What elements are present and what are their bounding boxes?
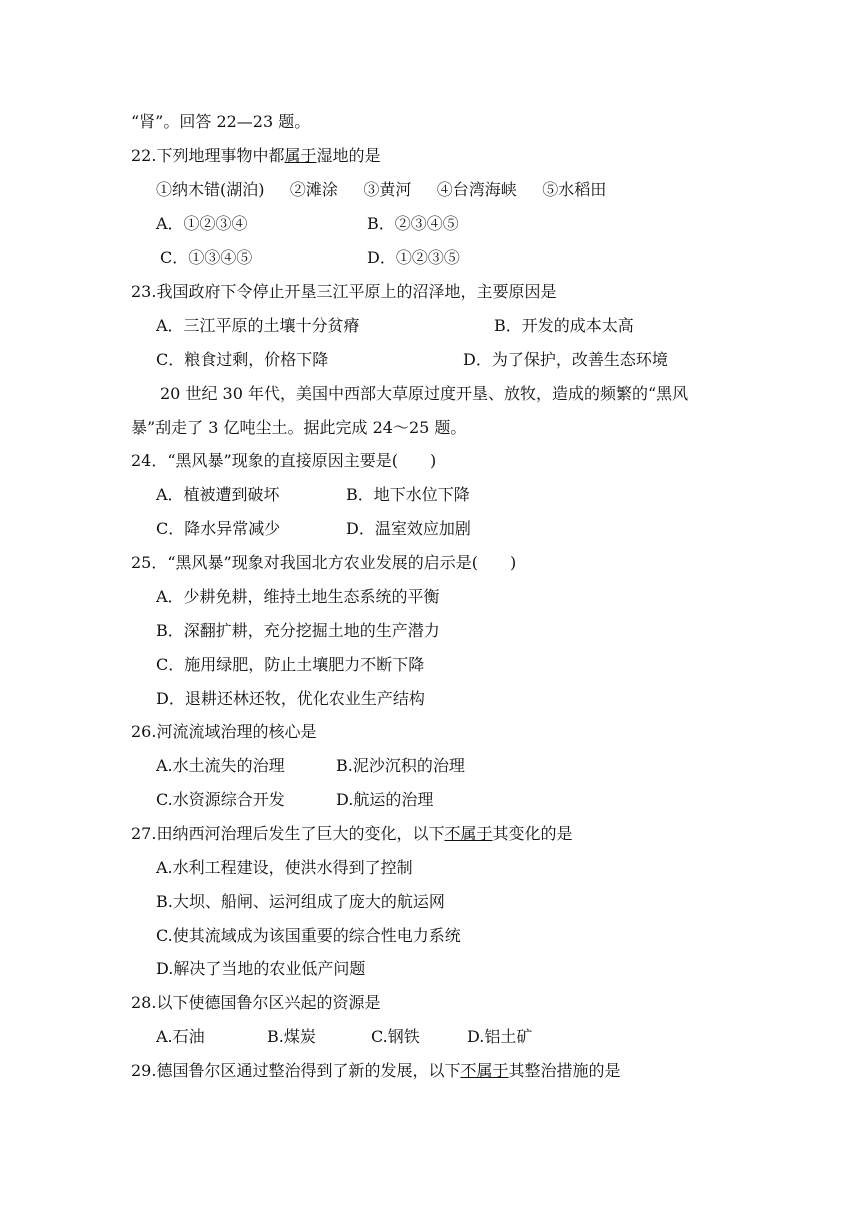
question-27-option-c: C.使其流域成为该国重要的综合性电力系统 [156, 926, 461, 945]
passage-line-1: 20 世纪 30 年代，美国中西部大草原过度开垦、放牧，造成的频繁的“黑风 [160, 384, 689, 403]
question-28-option-b: B.煤炭 [267, 1027, 316, 1046]
passage-line-2: 暴”刮走了 3 亿吨尘土。据此完成 24～25 题。 [131, 418, 467, 437]
question-28-option-a: A.石油 [156, 1027, 205, 1046]
question-27-option-b: B.大坝、船闸、运河组成了庞大的航运网 [156, 892, 445, 911]
question-24-option-a: A．植被遭到破坏 [156, 485, 280, 504]
question-26-option-d: D.航运的治理 [336, 790, 434, 809]
question-26-option-b: B.泥沙沉积的治理 [336, 756, 465, 775]
question-24-option-d: D．温室效应加剧 [346, 519, 471, 538]
question-23-stem: 23.我国政府下令停止开垦三江平原上的沼泽地，主要原因是 [131, 282, 557, 301]
question-22-stem: 22.下列地理事物中都属于湿地的是 [131, 146, 381, 165]
question-22-items: ①纳木错(湖泊) ②滩涂 ③黄河 ④台湾海峡 ⑤水稻田 [156, 180, 607, 199]
question-22-option-b: B．②③④⑤ [367, 214, 459, 233]
question-26-option-c: C.水资源综合开发 [156, 790, 285, 809]
question-25-option-b: B．深翻扩耕，充分挖掘土地的生产潜力 [156, 621, 440, 640]
question-22-option-c: C．①③④⑤ [160, 248, 253, 267]
underlined-keyword: 不属于 [444, 824, 493, 843]
question-24-option-c: C．降水异常减少 [156, 519, 281, 538]
question-29-stem: 29.德国鲁尔区通过整治得到了新的发展，以下不属于其整治措施的是 [131, 1061, 621, 1080]
question-24-stem: 24．“黑风暴”现象的直接原因主要是( ) [131, 451, 437, 470]
question-28-stem: 28.以下使德国鲁尔区兴起的资源是 [131, 993, 381, 1012]
question-25-option-a: A．少耕免耕，维持土地生态系统的平衡 [156, 587, 440, 606]
question-28-option-d: D.铝土矿 [467, 1027, 533, 1046]
question-27-stem: 27.田纳西河治理后发生了巨大的变化，以下不属于其变化的是 [131, 824, 573, 843]
underlined-keyword: 不属于 [460, 1061, 509, 1080]
question-23-option-c: C．粮食过剩，价格下降 [156, 350, 329, 369]
question-23-option-d: D．为了保护，改善生态环境 [463, 350, 668, 369]
question-24-option-b: B．地下水位下降 [346, 485, 470, 504]
question-27-option-d: D.解决了当地的农业低产问题 [156, 959, 366, 978]
intro-tail: “肾”。回答 22—23 题。 [131, 112, 311, 131]
question-22-option-a: A．①②③④ [156, 214, 248, 233]
question-25-stem: 25．“黑风暴”现象对我国北方农业发展的启示是( ) [131, 553, 517, 572]
question-26-option-a: A.水土流失的治理 [156, 756, 285, 775]
underlined-keyword: 属于 [284, 146, 317, 165]
question-25-option-d: D．退耕还林还牧，优化农业生产结构 [156, 689, 425, 708]
question-23-option-b: B．开发的成本太高 [494, 316, 634, 335]
question-27-option-a: A.水利工程建设，使洪水得到了控制 [156, 858, 413, 877]
question-25-option-c: C．施用绿肥，防止土壤肥力不断下降 [156, 655, 425, 674]
question-22-option-d: D．①②③⑤ [367, 248, 460, 267]
question-23-option-a: A．三江平原的土壤十分贫瘠 [156, 316, 360, 335]
question-26-stem: 26.河流流域治理的核心是 [131, 722, 317, 741]
question-28-option-c: C.钢铁 [371, 1027, 420, 1046]
